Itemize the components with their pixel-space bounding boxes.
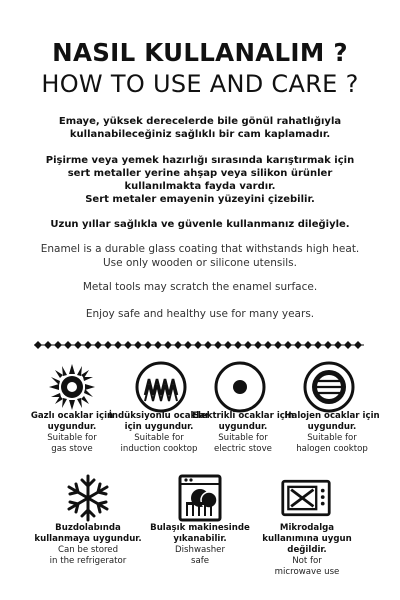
gas-caption-en-2: gas stove (51, 444, 93, 454)
tr-paragraph-2 (30, 154, 370, 206)
en-p1-line: Enamel is a durable glass coating that withstands high heat. (40, 243, 360, 255)
gas-stove-icon (46, 361, 98, 413)
tr-p2-line: kullanılmakta fayda vardır. (124, 181, 276, 192)
decorative-divider (34, 336, 364, 354)
induction-cooktop-icon (135, 361, 187, 413)
freezer-caption (33, 523, 143, 567)
en-p1-line: Use only wooden or silicone utensils. (102, 257, 297, 269)
halogen-caption-en-2: halogen cooktop (296, 444, 368, 454)
microwave-caption-en-2: microwave use (274, 567, 340, 577)
electric-caption-en-2: electric stove (214, 444, 272, 454)
tr-paragraph-3: Uzun yıllar sağlıkla ve güvenle kullanmanız dileğiyle. (50, 219, 350, 230)
microwave-caption (252, 523, 362, 578)
halogen-cooktop-icon (303, 361, 355, 413)
tr-p2-line: Pişirme veya yemek hazırlığı sırasında karıştırmak için (45, 155, 355, 166)
dishwasher-icon (174, 472, 226, 524)
electric-caption-en-1: Suitable for (218, 433, 268, 443)
tr-p1-line: kullanabileceğiniz sağlıklı bir cam kaplamadır. (69, 129, 331, 140)
gas-caption-tr: Gazlı ocaklar için uygundur. (30, 411, 114, 432)
microwave-caption-en-1: Not for (292, 556, 322, 566)
electric-caption-tr: Elektrikli ocaklar için uygundur. (192, 411, 294, 432)
gas-caption-en-1: Suitable for (47, 433, 97, 443)
induction-caption-tr: İndüksiyonlu ocaklar için uygundur. (108, 411, 210, 432)
halogen-caption (277, 411, 387, 455)
freezer-caption-en-2: in the refrigerator (49, 556, 127, 566)
induction-caption-en-1: Suitable for (134, 433, 184, 443)
en-paragraph-1 (20, 242, 380, 270)
snowflake-icon (62, 472, 114, 524)
induction-caption-en-2: induction cooktop (120, 444, 198, 454)
en-paragraph-2: Metal tools may scratch the enamel surface. (82, 281, 318, 293)
title-en: HOW TO USE AND CARE ? (41, 70, 359, 98)
electric-stove-icon (214, 361, 266, 413)
microwave-caption-tr: Mikrodalga kullanımına uygun değildir. (262, 523, 352, 555)
freezer-caption-en-1: Can be stored (57, 545, 119, 555)
dishwasher-caption-en-2: safe (190, 556, 210, 566)
tr-paragraph-1 (30, 115, 370, 141)
tr-p2-line: sert metaller yerine ahşap veya silikon ürünler (67, 168, 333, 179)
title-tr: NASIL KULLANALIM ? (52, 38, 348, 67)
dishwasher-caption (145, 523, 255, 567)
tr-p1-line: Emaye, yüksek derecelerde bile gönül rahatlığıyla (58, 116, 342, 127)
microwave-not-allowed-icon (280, 472, 332, 524)
en-paragraph-3: Enjoy safe and healthy use for many years. (85, 308, 315, 320)
tr-p2-line: Sert metaler emayenin yüzeyini çizebilir. (85, 194, 315, 205)
dishwasher-caption-tr: Bulaşık makinesinde yıkanabilir. (150, 523, 250, 544)
dishwasher-caption-en-1: Dishwasher (175, 545, 225, 555)
halogen-caption-tr: Halojen ocaklar için uygundur. (284, 411, 380, 432)
halogen-caption-en-1: Suitable for (307, 433, 357, 443)
freezer-caption-tr: Buzdolabında kullanmaya uygundur. (34, 523, 142, 544)
